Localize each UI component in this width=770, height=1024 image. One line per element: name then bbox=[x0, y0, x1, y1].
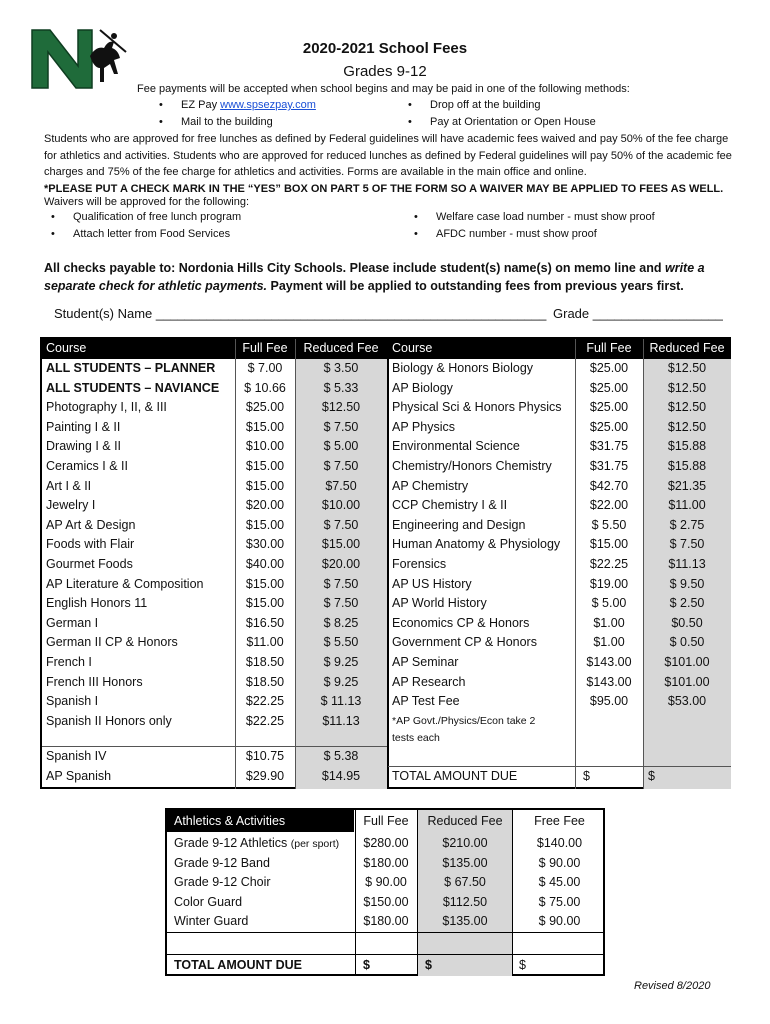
course-full-fee: $25.00 bbox=[589, 400, 629, 415]
course-name: Photography I, II, & III bbox=[46, 400, 167, 415]
course-name: Jewelry I bbox=[46, 498, 96, 513]
course-reduced-fee: $ 5.00 bbox=[323, 439, 359, 454]
course-full-fee: $25.00 bbox=[589, 361, 629, 375]
activity-label: Grade 9-12 Choir bbox=[174, 875, 271, 889]
page-subtitle: Grades 9-12 bbox=[343, 63, 427, 80]
course-full-fee: $143.00 bbox=[586, 674, 632, 689]
ap-note: *AP Govt./Physics/Econ take 2 bbox=[392, 714, 536, 727]
checks-text-end: Payment will be applied to outstanding fees from previous years first. bbox=[267, 279, 684, 293]
ap-note: tests each bbox=[392, 731, 440, 744]
course-full-fee: $22.25 bbox=[245, 694, 285, 709]
header-full-fee: Full Fee bbox=[576, 339, 642, 358]
course-full-fee: $25.00 bbox=[245, 400, 285, 415]
course-name: Physical Sci & Honors Physics bbox=[392, 400, 562, 415]
athletics-total-free: $ bbox=[519, 958, 526, 972]
total-full-input: $ bbox=[583, 769, 590, 783]
course-full-fee: $15.00 bbox=[245, 419, 285, 434]
course-reduced-fee: $0.50 bbox=[671, 615, 703, 630]
course-reduced-fee: $14.95 bbox=[321, 769, 361, 783]
course-name: AP Biology bbox=[392, 380, 453, 395]
course-name: Engineering and Design bbox=[392, 517, 526, 532]
course-name: Chemistry/Honors Chemistry bbox=[392, 459, 552, 473]
course-reduced-fee: $101.00 bbox=[664, 674, 710, 689]
total-reduced-input: $ bbox=[648, 769, 655, 783]
row-divider bbox=[167, 932, 605, 933]
activity-name bbox=[174, 873, 271, 893]
course-reduced-fee: $ 8.25 bbox=[323, 615, 359, 630]
course-name: ALL STUDENTS – PLANNER bbox=[46, 361, 216, 375]
course-reduced-fee: $10.00 bbox=[321, 498, 361, 513]
method-orientation: • Pay at Orientation or Open House bbox=[430, 116, 596, 128]
course-full-fee: $16.50 bbox=[245, 615, 285, 630]
activity-label: Grade 9-12 Athletics bbox=[174, 836, 291, 850]
course-full-fee: $40.00 bbox=[245, 557, 285, 571]
course-name: French I bbox=[46, 655, 92, 669]
waiver-item: • AFDC number - must show proof bbox=[436, 228, 597, 240]
course-name: AP Art & Design bbox=[46, 517, 136, 532]
course-reduced-fee: $ 3.50 bbox=[323, 361, 359, 375]
course-name: Painting I & II bbox=[46, 419, 121, 434]
course-full-fee: $95.00 bbox=[589, 694, 629, 709]
course-name: Government CP & Honors bbox=[392, 635, 537, 650]
course-reduced-fee: $21.35 bbox=[667, 478, 707, 493]
activity-name bbox=[174, 893, 242, 913]
course-reduced-fee: $12.50 bbox=[667, 419, 707, 434]
course-name: AP Literature & Composition bbox=[46, 576, 204, 591]
athletics-header-full: Full Fee bbox=[363, 814, 409, 828]
activity-free-fee: $ 90.00 bbox=[538, 855, 581, 870]
course-reduced-fee: $12.50 bbox=[667, 380, 707, 395]
checks-italic: write a separate check for athletic payments. bbox=[44, 261, 705, 293]
course-full-fee: $10.00 bbox=[245, 439, 285, 454]
course-full-fee: $29.90 bbox=[245, 769, 285, 783]
school-logo bbox=[30, 26, 130, 92]
course-reduced-fee: $20.00 bbox=[321, 557, 361, 571]
activity-free-fee: $ 75.00 bbox=[538, 894, 581, 909]
course-full-fee: $15.00 bbox=[245, 576, 285, 591]
waiver-item: • Qualification of free lunch program bbox=[73, 211, 241, 223]
course-reduced-fee: $ 7.50 bbox=[323, 576, 359, 591]
course-reduced-fee: $ 9.50 bbox=[669, 576, 705, 591]
course-name: AP World History bbox=[392, 596, 487, 611]
activity-free-fee: $ 90.00 bbox=[538, 914, 581, 928]
grade-field[interactable]: Grade __________________ bbox=[553, 306, 723, 321]
page-title: 2020-2021 School Fees bbox=[302, 40, 468, 57]
course-reduced-fee: $11.13 bbox=[668, 557, 706, 571]
course-name: AP Chemistry bbox=[392, 478, 469, 493]
course-name: ALL STUDENTS – NAVIANCE bbox=[46, 380, 220, 395]
activity-name bbox=[174, 854, 270, 874]
course-full-fee: $19.00 bbox=[589, 576, 629, 591]
activity-full-fee: $280.00 bbox=[363, 836, 409, 850]
column-divider bbox=[512, 810, 513, 976]
course-name: AP Spanish bbox=[46, 769, 112, 783]
waiver-item: • Attach letter from Food Services bbox=[73, 228, 230, 240]
course-reduced-fee: $15.88 bbox=[667, 459, 707, 473]
course-name: Ceramics I & II bbox=[46, 459, 128, 473]
activity-reduced-fee: $210.00 bbox=[442, 836, 488, 850]
course-reduced-fee: $ 7.50 bbox=[323, 459, 359, 473]
activity-full-fee: $ 90.00 bbox=[365, 875, 407, 889]
course-full-fee: $11.00 bbox=[246, 635, 284, 650]
course-name: CCP Chemistry I & II bbox=[392, 498, 508, 513]
total-due-label: TOTAL AMOUNT DUE bbox=[392, 769, 518, 783]
activity-reduced-fee: $135.00 bbox=[442, 855, 488, 870]
header-full-fee: Full Fee bbox=[236, 339, 294, 358]
method-mail: • Mail to the building bbox=[181, 116, 273, 128]
checks-instructions bbox=[44, 259, 744, 295]
course-reduced-fee: $ 9.25 bbox=[323, 655, 359, 669]
course-full-fee: $ 5.50 bbox=[591, 517, 627, 532]
header-reduced-fee: Reduced Fee bbox=[644, 339, 730, 358]
course-reduced-fee: $ 0.50 bbox=[669, 635, 705, 650]
athletics-header-reduced: Reduced Fee bbox=[427, 814, 503, 828]
course-full-fee: $31.75 bbox=[589, 459, 629, 473]
athletics-total-label: TOTAL AMOUNT DUE bbox=[174, 958, 303, 972]
activity-reduced-fee: $135.00 bbox=[442, 914, 488, 928]
course-reduced-fee: $53.00 bbox=[667, 694, 707, 709]
course-name: Spanish II Honors only bbox=[46, 713, 172, 728]
ez-pay-link[interactable]: www.spsezpay.com bbox=[220, 99, 316, 111]
course-reduced-fee: $11.00 bbox=[668, 498, 706, 513]
checks-text: All checks payable to: Nordonia Hills City Schools. Please include student(s) name(s) on memo line and bbox=[44, 261, 665, 275]
athletics-header-name: Athletics & Activities bbox=[174, 812, 285, 831]
student-name-field[interactable]: Student(s) Name ______________________________________________________ bbox=[54, 306, 547, 321]
course-name: Biology & Honors Biology bbox=[392, 361, 534, 375]
activity-suffix: (per sport) bbox=[290, 838, 340, 850]
course-name: Forensics bbox=[392, 557, 447, 571]
course-reduced-fee: $15.00 bbox=[321, 537, 361, 552]
header-course: Course bbox=[392, 339, 432, 358]
course-full-fee: $20.00 bbox=[245, 498, 285, 513]
header-reduced-fee: Reduced Fee bbox=[296, 339, 386, 358]
activity-free-fee: $ 45.00 bbox=[538, 875, 581, 889]
course-full-fee: $22.25 bbox=[589, 557, 629, 571]
athletics-header-free: Free Fee bbox=[534, 814, 585, 828]
ez-pay-label: EZ Pay bbox=[181, 99, 221, 111]
course-name: AP Research bbox=[392, 674, 466, 689]
row-divider bbox=[42, 746, 387, 747]
course-name: Spanish IV bbox=[46, 749, 107, 764]
course-full-fee: $22.00 bbox=[589, 498, 629, 513]
course-name: Drawing I & II bbox=[46, 439, 122, 454]
course-reduced-fee: $101.00 bbox=[664, 655, 710, 669]
course-name: Gourmet Foods bbox=[46, 557, 133, 571]
policy-paragraph bbox=[44, 131, 734, 197]
activity-name bbox=[174, 912, 248, 932]
course-name: Foods with Flair bbox=[46, 537, 135, 552]
activity-reduced-fee: $ 67.50 bbox=[444, 875, 486, 889]
policy-text: Students who are approved for free lunches as defined by Federal guidelines will have academic fees waived and pay 50% of the fee charge for athletics and activities. Students who are approved for reduced lunches as defined by Federal guidelines will pay 50% of the academic fee charges and 75% of the fee charge for athletics and activities. Forms are available in the main office and online. bbox=[44, 133, 732, 178]
method-drop-off: • Drop off at the building bbox=[430, 99, 540, 111]
course-reduced-fee: $ 7.50 bbox=[669, 537, 705, 552]
course-reduced-fee: $7.50 bbox=[325, 478, 357, 493]
course-name: Spanish I bbox=[46, 694, 99, 709]
course-reduced-fee: $12.50 bbox=[321, 400, 361, 415]
athletics-total-full: $ bbox=[363, 958, 370, 972]
course-fee-table bbox=[40, 337, 731, 789]
course-full-fee: $1.00 bbox=[593, 635, 625, 650]
course-name: English Honors 11 bbox=[46, 596, 148, 611]
course-full-fee: $10.75 bbox=[245, 749, 285, 764]
course-full-fee: $1.00 bbox=[593, 615, 625, 630]
course-full-fee: $15.00 bbox=[589, 537, 629, 552]
activity-reduced-fee: $112.50 bbox=[442, 894, 488, 909]
course-name: AP Physics bbox=[392, 419, 455, 434]
course-full-fee: $15.00 bbox=[245, 517, 285, 532]
course-name: Human Anatomy & Physiology bbox=[392, 537, 561, 552]
course-full-fee: $143.00 bbox=[586, 655, 632, 669]
course-reduced-fee: $15.88 bbox=[667, 439, 707, 454]
waiver-item: • Welfare case load number - must show proof bbox=[436, 211, 655, 223]
activity-free-fee: $140.00 bbox=[536, 836, 583, 850]
activity-full-fee: $180.00 bbox=[363, 914, 409, 928]
course-reduced-fee: $ 5.38 bbox=[323, 749, 359, 764]
course-full-fee: $31.75 bbox=[589, 439, 629, 454]
revised-date: Revised 8/2020 bbox=[634, 980, 711, 992]
course-full-fee: $ 7.00 bbox=[247, 361, 283, 375]
course-reduced-fee: $ 5.50 bbox=[323, 635, 359, 650]
athletics-total-reduced: $ bbox=[425, 958, 432, 972]
course-reduced-fee: $ 11.13 bbox=[320, 694, 362, 709]
course-full-fee: $15.00 bbox=[245, 596, 285, 611]
course-reduced-fee: $ 7.50 bbox=[323, 517, 359, 532]
course-name: Environmental Science bbox=[392, 439, 520, 454]
athletics-fee-table bbox=[165, 808, 605, 976]
course-reduced-fee: $ 5.33 bbox=[323, 380, 359, 395]
course-full-fee: $ 10.66 bbox=[244, 380, 286, 395]
course-full-fee: $18.50 bbox=[245, 655, 285, 669]
course-reduced-fee: $ 2.75 bbox=[669, 517, 705, 532]
waiver-notice: *PLEASE PUT A CHECK MARK IN THE “YES” BOX ON PART 5 OF THE FORM SO A WAIVER MAY BE APPLIED TO FEES AS WELL. bbox=[44, 182, 724, 195]
course-reduced-fee: $ 2.50 bbox=[669, 596, 705, 611]
course-full-fee: $25.00 bbox=[589, 419, 629, 434]
course-name: Art I & II bbox=[46, 478, 92, 493]
course-full-fee: $15.00 bbox=[245, 478, 285, 493]
activity-name bbox=[174, 834, 339, 855]
method-ez-pay bbox=[181, 99, 316, 111]
intro-text: Fee payments will be accepted when school begins and may be paid in one of the following methods: bbox=[137, 83, 630, 95]
course-name: Economics CP & Honors bbox=[392, 615, 530, 630]
activity-label: Grade 9-12 Band bbox=[174, 855, 270, 870]
course-full-fee: $18.50 bbox=[245, 674, 285, 689]
waiver-title: Waivers will be approved for the following: bbox=[44, 196, 250, 208]
course-full-fee: $42.70 bbox=[589, 478, 629, 493]
course-reduced-fee: $ 9.25 bbox=[323, 674, 359, 689]
activity-full-fee: $180.00 bbox=[363, 855, 409, 870]
activity-label: Color Guard bbox=[174, 894, 243, 909]
course-name: German I bbox=[46, 615, 99, 630]
header-course: Course bbox=[46, 339, 86, 358]
course-name: AP US History bbox=[392, 576, 472, 591]
course-name: AP Test Fee bbox=[392, 694, 460, 709]
activity-label: Winter Guard bbox=[174, 914, 249, 928]
course-name: AP Seminar bbox=[392, 655, 459, 669]
course-name: German II CP & Honors bbox=[46, 635, 178, 650]
course-full-fee: $15.00 bbox=[245, 459, 285, 473]
course-full-fee: $25.00 bbox=[589, 380, 629, 395]
course-reduced-fee: $12.50 bbox=[667, 400, 707, 415]
course-reduced-fee: $ 7.50 bbox=[323, 419, 359, 434]
course-full-fee: $30.00 bbox=[245, 537, 285, 552]
activity-full-fee: $150.00 bbox=[363, 894, 409, 909]
course-full-fee: $22.25 bbox=[245, 713, 285, 728]
course-full-fee: $ 5.00 bbox=[591, 596, 627, 611]
course-name: French III Honors bbox=[46, 674, 143, 689]
column-divider bbox=[387, 339, 389, 789]
course-reduced-fee: $ 7.50 bbox=[323, 596, 359, 611]
course-reduced-fee: $11.13 bbox=[322, 713, 360, 728]
course-reduced-fee: $12.50 bbox=[667, 361, 707, 375]
row-divider bbox=[167, 954, 605, 955]
